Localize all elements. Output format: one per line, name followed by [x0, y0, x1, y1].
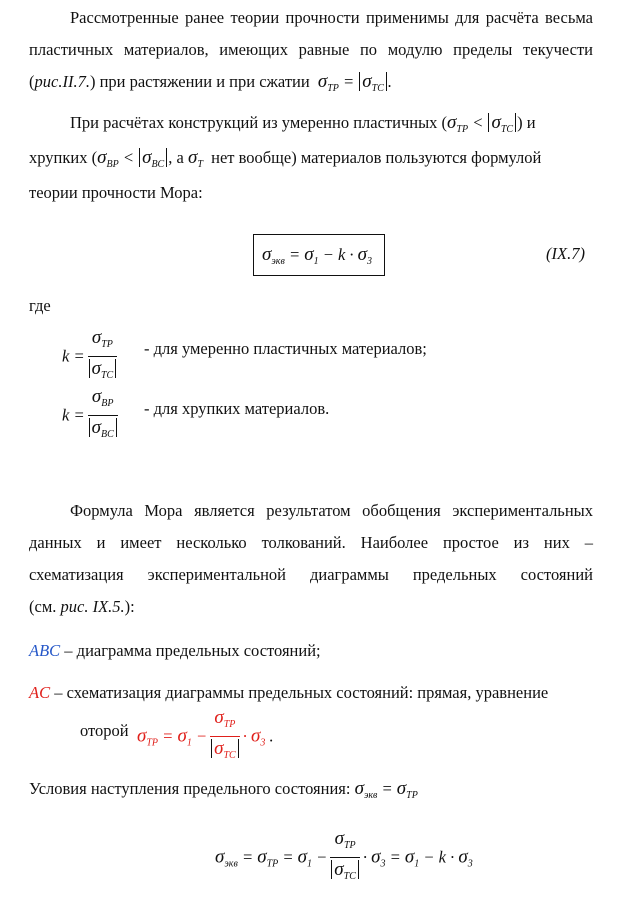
- ac-equation: $\sigma_{TP} = \sigma_1$ − $\frac{\sigma_{TP}}{\sigma_{TC}}$ · $\sigma_3$ .: [137, 707, 274, 761]
- paragraph-3-line-2: данных и имеет несколько толкований. Наиболее простое из них –: [29, 533, 593, 552]
- ac-item-line-1: AC – схематизация диаграммы предельных состояний: прямая, уравнение: [29, 683, 549, 702]
- paragraph-1-line-3: (рис.II.7.) при растяжении и при сжатии $\sigma_{TP} = \sigma_{TC}$ .: [29, 71, 392, 94]
- figure-reference: рис.II.7.: [34, 72, 90, 91]
- ac-label: AC: [29, 683, 51, 702]
- abc-item: ABC – диаграмма предельных состояний;: [29, 641, 321, 660]
- paragraph-3-line-3: схематизация экспериментальной диаграммы предельных состояний: [29, 565, 593, 584]
- equal-yield-formula: $\sigma_{TP} = \sigma_{TC}$ .: [317, 71, 392, 94]
- figure-reference: рис. IX.5.: [60, 597, 125, 616]
- formula-number: (IX.7): [546, 244, 585, 263]
- condition-line: Условия наступления предельного состояния: $\sigma_{экв} = \sigma_{TP}$: [29, 778, 418, 801]
- where-label: где: [29, 296, 51, 315]
- paragraph-1-line-2: пластичных материалов, имеющих равные по модулю пределы текучести: [29, 40, 593, 59]
- mohr-formula: $\sigma_{экв} = \sigma_1 - k \cdot \sigma_3$: [262, 244, 373, 267]
- abc-label: ABC: [29, 641, 61, 660]
- paragraph-2-line-2: хрупких ($\sigma_{BP} < \sigma_{BC}$ , а $\sigma_T$ нет вообще) материалов пользуются формулой: [29, 147, 542, 170]
- paragraph-2-line-3: теории прочности Мора:: [29, 183, 203, 202]
- paragraph-2-line-1: При расчётах конструкций из умеренно пластичных ($\sigma_{TP} < \sigma_{TC}$ ) и: [70, 112, 536, 135]
- paragraph-3-line-1: Формула Мора является результатом обобщения экспериментальных: [70, 501, 593, 520]
- condition-formula: $\sigma_{экв} = \sigma_{TP}$: [354, 778, 418, 801]
- k-brittle-formula: k = $\frac{\sigma_{BP}}{\sigma_{BC}}$: [62, 387, 121, 446]
- paragraph-3-line-4: (см. рис. IX.5.):: [29, 597, 135, 616]
- k-plastic-text: - для умеренно пластичных материалов;: [144, 339, 427, 358]
- paragraph-1-line-1: Рассмотренные ранее теории прочности применимы для расчёта весьма: [70, 8, 593, 27]
- k-brittle-text: - для хрупких материалов.: [144, 399, 330, 418]
- k-plastic-formula: k = $\frac{\sigma_{TP}}{\sigma_{TC}}$: [62, 328, 120, 387]
- ac-item-line-2: оторой: [80, 721, 129, 740]
- final-derivation: $\sigma_{экв} = \sigma_{TP} = \sigma_1$ − $\frac{\sigma_{TP}}{\sigma_{TC}}$ · $\sigma_3 = \sigma_1 - k \cdot \sigma_3$: [215, 828, 473, 882]
